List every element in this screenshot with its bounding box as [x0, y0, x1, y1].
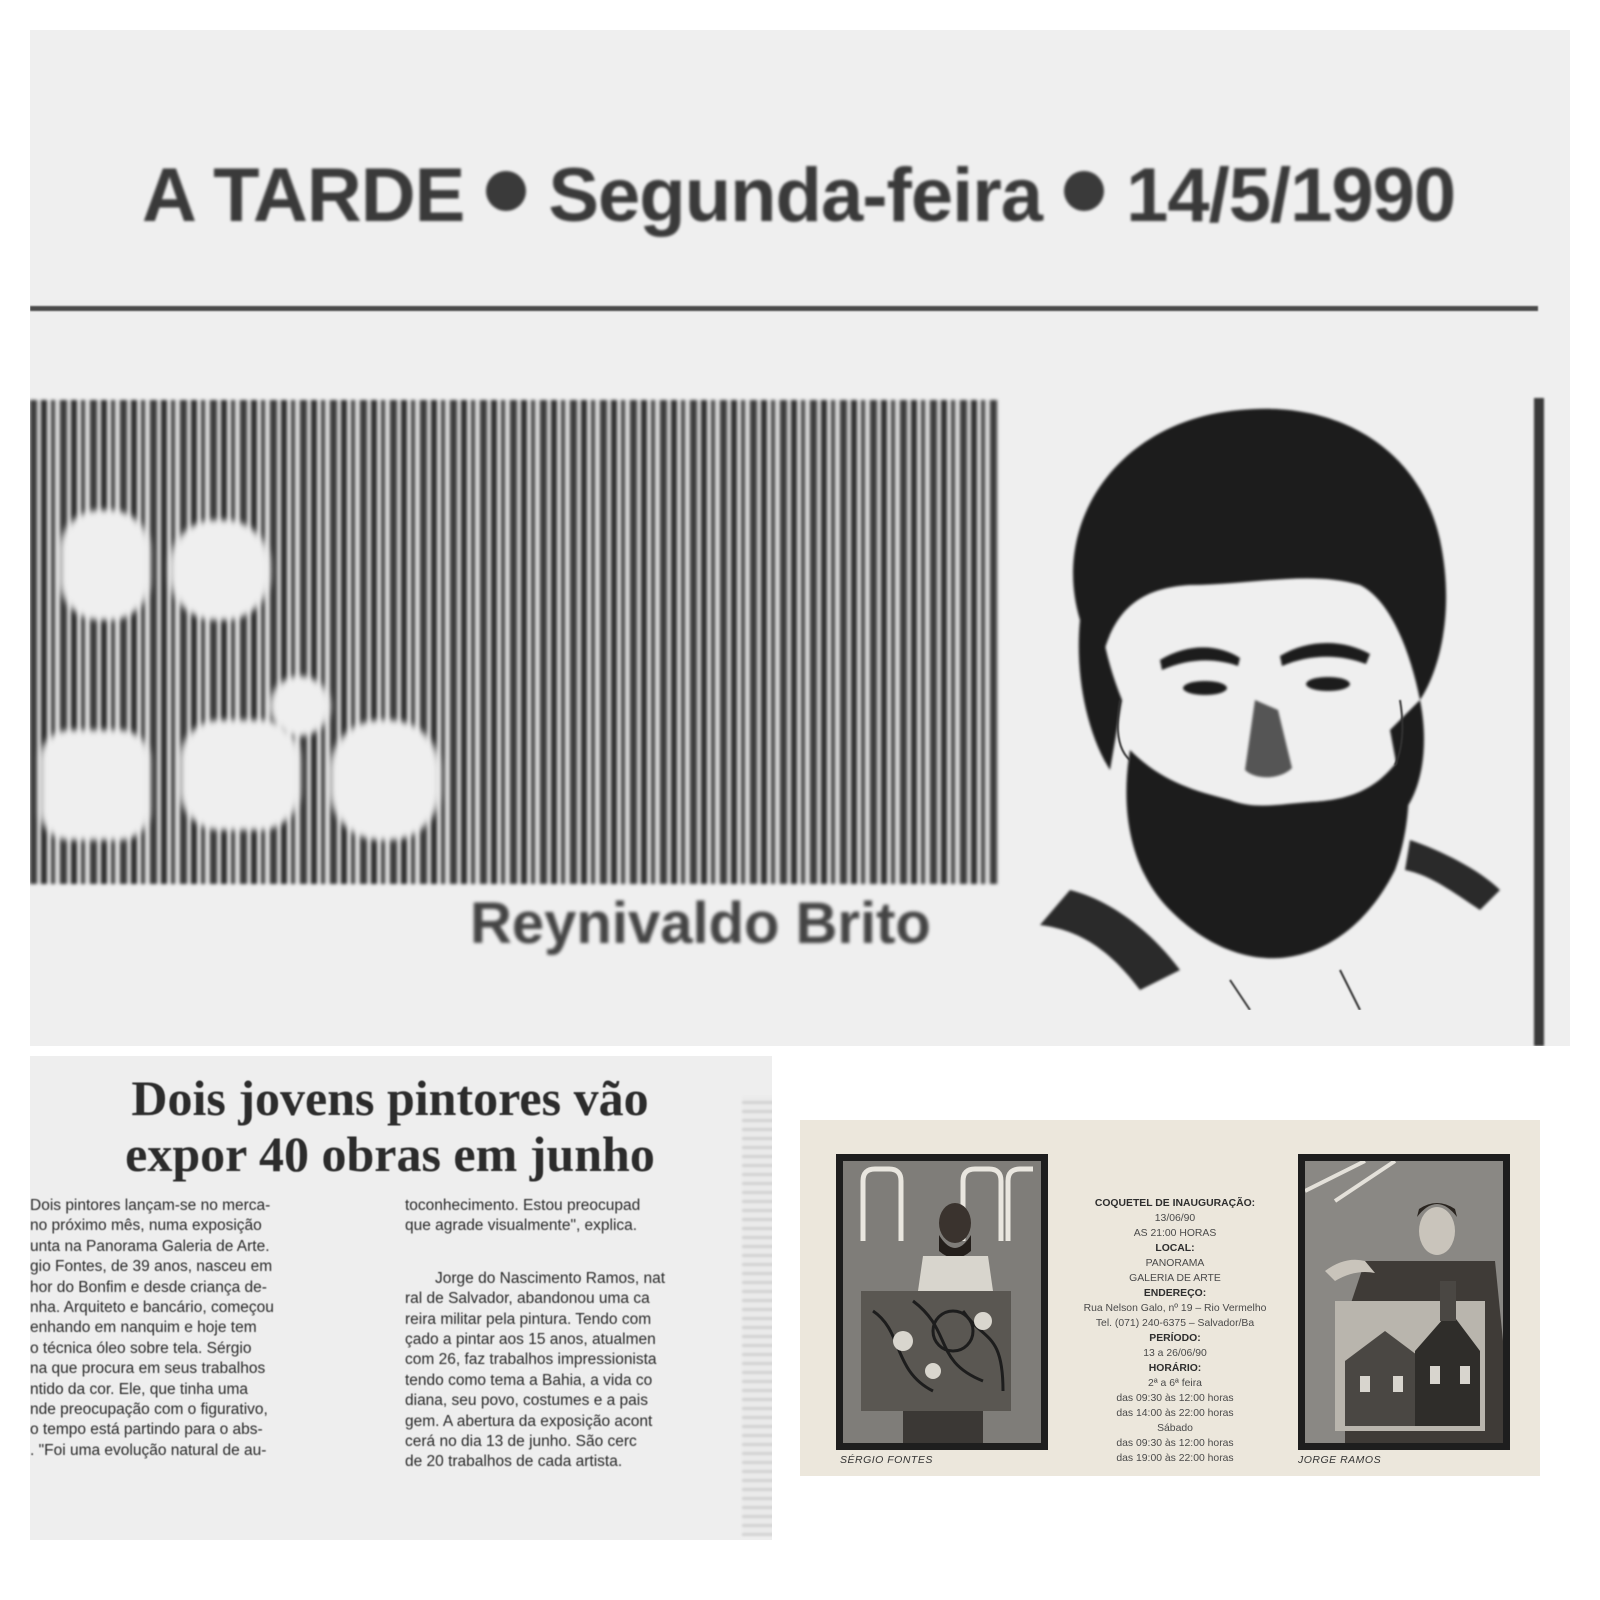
- issue-date: 14/5/1990: [1126, 153, 1456, 238]
- invitation-heading: PERÍODO:: [1149, 1333, 1201, 1344]
- column-border-rule: [1534, 398, 1544, 1046]
- invitation-value: 13/06/90: [1154, 1213, 1196, 1224]
- article-text-line: gio Fontes, de 39 anos, nasceu em: [30, 1258, 273, 1276]
- invitation-value: das 19:00 às 22:00 horas: [1116, 1453, 1234, 1464]
- article-text-line: na que procura em seus trabalhos: [30, 1360, 266, 1378]
- painter-holding-canvas-image: [1305, 1161, 1503, 1443]
- article-column-right: [405, 1196, 747, 1473]
- columnist-byline: Reynivaldo Brito: [470, 891, 931, 956]
- invitation-value: 2ª a 6ª feira: [1148, 1378, 1202, 1389]
- article-text-line: nde preocupação com o figurativo,: [30, 1401, 268, 1419]
- invitation-value: AS 21:00 HORAS: [1133, 1228, 1217, 1239]
- article-text-line: toconhecimento. Estou preocupad: [405, 1197, 641, 1214]
- article-column-left: [30, 1196, 370, 1461]
- article-text-line: que agrade visualmente", explica.: [405, 1217, 638, 1235]
- logo-letter-shape: [330, 720, 440, 840]
- article-text-line: enhando em nanquim e hoje tem: [30, 1319, 257, 1337]
- masthead: [142, 152, 1455, 239]
- masthead-rule: [30, 306, 1538, 311]
- article-text-line: com 26, faz trabalhos impressionista: [405, 1351, 657, 1369]
- invitation-value: PANORAMA: [1145, 1258, 1205, 1269]
- weekday: Segunda-feira: [548, 153, 1043, 238]
- invitation-value: das 09:30 às 12:00 horas: [1116, 1438, 1234, 1449]
- invitation-value: Rua Nelson Galo, nº 19 – Rio Vermelho: [1083, 1303, 1267, 1314]
- article-text-line: o técnica óleo sobre tela. Sérgio: [30, 1339, 252, 1357]
- artist-photo-jorge-ramos: [1298, 1154, 1510, 1450]
- invitation-heading: LOCAL:: [1155, 1243, 1195, 1254]
- article-text-line: Dois pintores lançam-se no merca-: [30, 1197, 271, 1214]
- article-text-line: cerá no dia 13 de junho. São cerc: [405, 1433, 637, 1451]
- invitation-value: 13 a 26/06/90: [1143, 1348, 1207, 1359]
- article-text-line: . "Foi uma evolução natural de au-: [30, 1441, 267, 1459]
- article-headline: [30, 1070, 750, 1182]
- invitation-value: GALERIA DE ARTE: [1129, 1273, 1221, 1284]
- article-text-line: nha. Arquiteto e bancário, começou: [30, 1299, 274, 1317]
- article-text-line: gem. A abertura da exposição acont: [405, 1412, 653, 1430]
- article-text-line: tendo como tema a Bahia, a vida co: [405, 1371, 653, 1389]
- logo-letter-shape: [40, 730, 150, 840]
- clipping-torn-edge: [742, 1096, 772, 1536]
- headline-line: Dois jovens pintores vão: [131, 1070, 649, 1126]
- headline-line: expor 40 obras em junho: [125, 1126, 655, 1182]
- article-text-line: ral de Salvador, abandonou uma ca: [405, 1290, 650, 1308]
- article-text-line: diana, seu povo, costumes e a pais: [405, 1392, 648, 1410]
- painter-holding-canvas-image: [843, 1161, 1041, 1443]
- photo-caption: JORGE RAMOS: [1298, 1454, 1382, 1466]
- columnist-portrait-drawing: [1010, 370, 1530, 1010]
- invitation-value: das 14:00 às 22:00 horas: [1116, 1408, 1234, 1419]
- paper-name: A TARDE: [142, 153, 465, 238]
- article-text-line: ntido da cor. Ele, que tinha uma: [30, 1380, 249, 1398]
- artist-photo-sergio-fontes: [836, 1154, 1048, 1450]
- logo-letter-shape: [170, 520, 270, 620]
- article-text-line: o tempo está partindo para o abs-: [30, 1421, 263, 1439]
- article-clipping: [30, 1056, 772, 1540]
- bullet-dot-icon: [1064, 171, 1104, 211]
- invitation-heading: HORÁRIO:: [1148, 1363, 1202, 1374]
- exhibition-invitation-card: [800, 1120, 1540, 1476]
- photo-caption: SÉRGIO FONTES: [840, 1454, 933, 1466]
- logo-letter-shape: [60, 510, 150, 620]
- article-text-line: Jorge do Nascimento Ramos, nat: [435, 1269, 666, 1287]
- article-text-line: çado a pintar aos 15 anos, atualmen: [405, 1331, 656, 1349]
- newspaper-header-panel: [30, 30, 1570, 1046]
- invitation-heading: COQUETEL DE INAUGURAÇÃO:: [1094, 1198, 1256, 1209]
- logo-letter-shape: [180, 720, 300, 830]
- invitation-details: [1062, 1196, 1288, 1466]
- invitation-value: das 09:30 às 12:00 horas: [1116, 1393, 1234, 1404]
- bullet-dot-icon: [486, 171, 526, 211]
- article-text-line: de 20 trabalhos de cada artista.: [405, 1453, 623, 1471]
- article-text-line: reira militar pela pintura. Tendo com: [405, 1310, 652, 1328]
- article-text-line: unta na Panorama Galeria de Arte.: [30, 1237, 270, 1255]
- invitation-heading: ENDEREÇO:: [1143, 1288, 1207, 1299]
- article-text-line: hor do Bonfim e desde criança de-: [30, 1278, 267, 1296]
- invitation-value: Sábado: [1157, 1423, 1193, 1434]
- column-logo-barcode: [30, 400, 998, 884]
- article-text-line: no próximo mês, numa exposição: [30, 1217, 262, 1235]
- invitation-value: Tel. (071) 240-6375 – Salvador/Ba: [1095, 1318, 1255, 1329]
